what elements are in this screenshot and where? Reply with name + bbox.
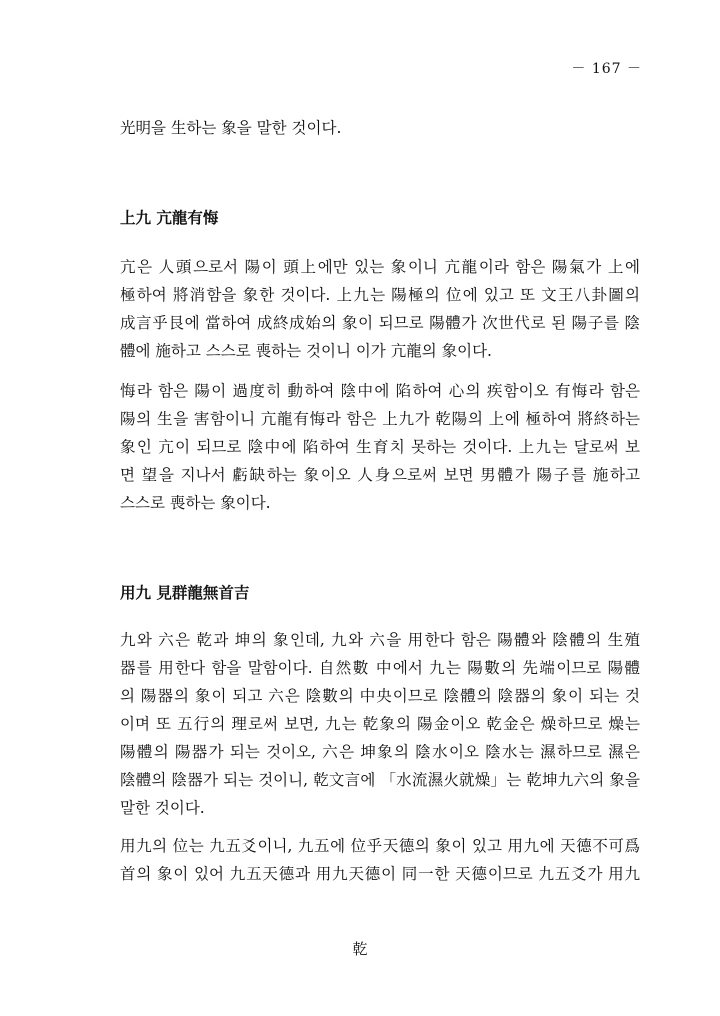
text-line: 極하여 將消함을 象한 것이다. 上九는 陽極의 位에 있고 또 文王八卦圖의 (120, 286, 640, 304)
text-line: 器를 用한다 함을 말함이다. 自然數 中에서 九는 陽數의 先端이므로 陽體 (120, 659, 640, 677)
text-line: 말한 것이다. (120, 799, 205, 817)
text-line: 陽의 生을 害함이니 亢龍有悔라 함은 上九가 乾陽의 上에 極하여 將終하는 (120, 410, 640, 428)
text-line: 九와 六은 乾과 坤의 象인데, 九와 六을 用한다 함은 陽體와 陰體의 生殖 (120, 631, 640, 649)
section-heading-upper-nine: 上九 亢龍有悔 (120, 208, 219, 227)
text-line: 象인 亢이 되므로 陰中에 陷하여 生育치 못하는 것이다. 上九는 달로써 보 (120, 438, 640, 456)
text-line: 用九의 位는 九五爻이니, 九五에 位乎天德의 象이 있고 用九에 天德不可爲 (120, 837, 640, 855)
text-line: 悔라 함은 陽이 過度히 動하여 陰中에 陷하여 心의 疾함이오 有悔라 함은 (120, 382, 640, 400)
text-line: 陰體의 陰器가 되는 것이니, 乾文言에 「水流濕火就燥」는 乾坤九六의 象을 (120, 771, 640, 789)
section-heading-use-nine: 用九 見群龍無首吉 (120, 583, 250, 602)
text-line: 首의 象이 있어 九五天德과 用九天德이 同一한 天德이므로 九五爻가 用九 (120, 865, 640, 883)
text-line: 이며 또 五行의 理로써 보면, 九는 乾象의 陽金이오 乾金은 燥하므로 燥는 (120, 715, 640, 733)
text-line: 亢은 人頭으로서 陽이 頭上에만 있는 象이니 亢龍이라 함은 陽氣가 上에 (120, 258, 640, 276)
footer-label: 乾 (352, 940, 368, 958)
page-number: － 167 － (571, 61, 642, 77)
text-line: 體에 施하고 스스로 喪하는 것이니 이가 亢龍의 象이다. (120, 342, 492, 360)
text-line: 의 陽器의 象이 되고 六은 陰數의 中央이므로 陰體의 陰器의 象이 되는 것 (120, 687, 640, 705)
text-line: 스스로 喪하는 象이다. (120, 494, 271, 512)
text-line: 成言乎艮에 當하여 成終成始의 象이 되므로 陽體가 次世代로 된 陽子를 陰 (120, 314, 640, 332)
text-line: 면 望을 지나서 虧缺하는 象이오 人身으로써 보면 男體가 陽子를 施하고 (120, 466, 640, 484)
text-line: 陽體의 陽器가 되는 것이오, 六은 坤象의 陰水이오 陰水는 濕하므로 濕은 (120, 743, 640, 761)
intro-line: 光明을 生하는 象을 말한 것이다. (120, 119, 342, 137)
